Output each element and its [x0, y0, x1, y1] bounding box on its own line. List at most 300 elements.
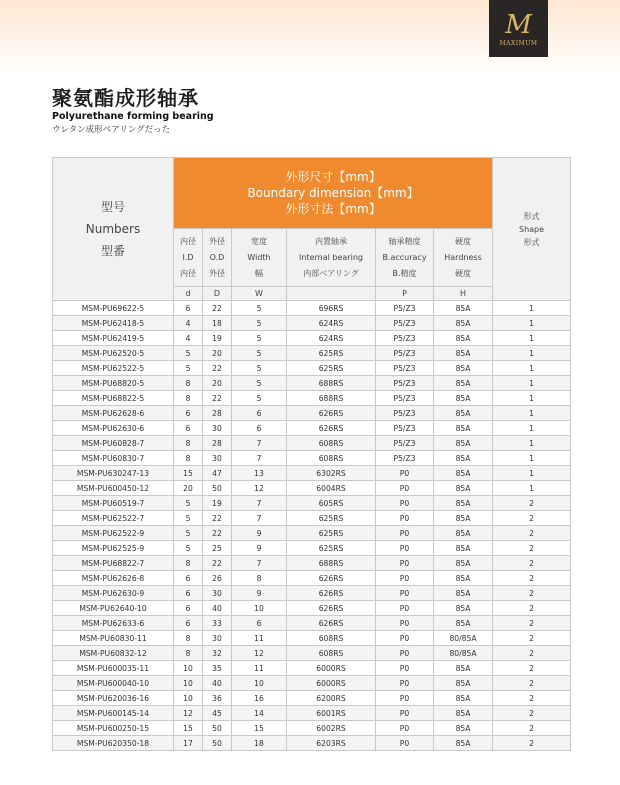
accuracy-cell: P0 [376, 676, 434, 691]
bearing-cell: 6200RS [287, 691, 376, 706]
table-row [53, 391, 571, 406]
hardness-cell: 85A [434, 406, 493, 421]
bearing-accuracy-header [376, 229, 434, 287]
id-cell: 6 [174, 616, 203, 631]
id-cell: 6 [174, 601, 203, 616]
table-row [53, 646, 571, 661]
bearing-cell: 626RS [287, 406, 376, 421]
hardness-header-line: Hardness [444, 252, 482, 262]
hardness-cell: 85A [434, 421, 493, 436]
model-cell: MSM-PU62522-5 [53, 361, 174, 376]
hardness-cell: 85A [434, 526, 493, 541]
od-cell: 47 [203, 466, 232, 481]
width-cell: 13 [232, 466, 287, 481]
od-cell: 22 [203, 526, 232, 541]
hardness-header-line: 硬度 [455, 268, 472, 278]
bearing-cell: 6002RS [287, 721, 376, 736]
outer-diameter-header-line: 外径 [209, 268, 225, 278]
title-block [52, 86, 214, 135]
od-cell: 30 [203, 586, 232, 601]
accuracy-cell: P5/Z3 [376, 421, 434, 436]
id-cell: 5 [174, 541, 203, 556]
model-cell: MSM-PU600450-12 [53, 481, 174, 496]
bearing-cell: 625RS [287, 361, 376, 376]
accuracy-cell: P5/Z3 [376, 451, 434, 466]
shape-cell: 1 [493, 346, 571, 361]
model-cell: MSM-PU62520-5 [53, 346, 174, 361]
shape-cell: 2 [493, 646, 571, 661]
accuracy-cell: P0 [376, 511, 434, 526]
bearing-cell: 605RS [287, 496, 376, 511]
bearing-cell: 626RS [287, 616, 376, 631]
bearing-cell: 624RS [287, 331, 376, 346]
outer-diameter-header-line: O.D [209, 252, 225, 262]
width-cell: 5 [232, 361, 287, 376]
table-row [53, 436, 571, 451]
model-cell: MSM-PU62633-6 [53, 616, 174, 631]
bearing-cell: 625RS [287, 511, 376, 526]
accuracy-cell: P0 [376, 466, 434, 481]
hardness-header [434, 229, 493, 287]
accuracy-cell: P0 [376, 616, 434, 631]
shape-cell: 1 [493, 316, 571, 331]
hardness-cell: 85A [434, 361, 493, 376]
hardness-cell: 85A [434, 706, 493, 721]
table-row [53, 601, 571, 616]
table-row [53, 361, 571, 376]
width-cell: 5 [232, 331, 287, 346]
hardness-cell: 85A [434, 721, 493, 736]
bearing-spec-table [52, 157, 571, 751]
table-row [53, 736, 571, 751]
hardness-cell: 85A [434, 616, 493, 631]
table-row [53, 331, 571, 346]
hardness-cell: 85A [434, 511, 493, 526]
dimension-header-en: Boundary dimension【mm】 [247, 186, 419, 200]
od-cell: 22 [203, 361, 232, 376]
accuracy-cell: P5/Z3 [376, 331, 434, 346]
width-header [232, 229, 287, 287]
shape-header-en: Shape [519, 224, 545, 234]
shape-cell: 1 [493, 331, 571, 346]
dimension-header-jp: 外形寸法【mm】 [285, 202, 381, 216]
od-cell: 18 [203, 316, 232, 331]
id-cell: 4 [174, 316, 203, 331]
shape-cell: 1 [493, 361, 571, 376]
bearing-cell: 626RS [287, 586, 376, 601]
accuracy-cell: P0 [376, 571, 434, 586]
width-cell: 7 [232, 556, 287, 571]
shape-cell: 2 [493, 661, 571, 676]
id-cell: 4 [174, 331, 203, 346]
accuracy-cell: P5/Z3 [376, 316, 434, 331]
width-cell: 5 [232, 346, 287, 361]
od-cell: 50 [203, 721, 232, 736]
accuracy-cell: P5/Z3 [376, 436, 434, 451]
width-header-line: 幅 [255, 268, 263, 278]
model-cell: MSM-PU62525-9 [53, 541, 174, 556]
accuracy-cell: P0 [376, 691, 434, 706]
model-header [53, 158, 174, 301]
shape-cell: 2 [493, 526, 571, 541]
shape-header-cn: 形式 [523, 211, 540, 221]
table-row [53, 526, 571, 541]
od-cell: 25 [203, 541, 232, 556]
od-cell: 35 [203, 661, 232, 676]
od-cell: 40 [203, 601, 232, 616]
accuracy-cell: P5/Z3 [376, 361, 434, 376]
width-cell: 8 [232, 571, 287, 586]
bearing-cell: 688RS [287, 391, 376, 406]
inner-diameter-header [174, 229, 203, 287]
shape-cell: 2 [493, 721, 571, 736]
inner-diameter-header-line: I.D [182, 252, 194, 262]
accuracy-cell: P5/Z3 [376, 391, 434, 406]
shape-cell: 2 [493, 706, 571, 721]
id-cell: 5 [174, 511, 203, 526]
width-cell: 9 [232, 526, 287, 541]
shape-cell: 2 [493, 631, 571, 646]
id-cell: 8 [174, 646, 203, 661]
hardness-cell: 80/85A [434, 646, 493, 661]
hardness-cell: 85A [434, 556, 493, 571]
model-cell: MSM-PU60830-11 [53, 631, 174, 646]
table-row [53, 556, 571, 571]
id-cell: 5 [174, 526, 203, 541]
bearing-cell: 626RS [287, 601, 376, 616]
width-cell: 11 [232, 631, 287, 646]
symbol-cell: D [203, 287, 232, 301]
hardness-cell: 85A [434, 346, 493, 361]
id-cell: 8 [174, 376, 203, 391]
hardness-cell: 85A [434, 451, 493, 466]
od-cell: 32 [203, 646, 232, 661]
model-cell: MSM-PU60832-12 [53, 646, 174, 661]
od-cell: 19 [203, 331, 232, 346]
od-cell: 22 [203, 511, 232, 526]
od-cell: 50 [203, 481, 232, 496]
bearing-accuracy-header-line: B.精度 [392, 268, 417, 278]
table-row [53, 421, 571, 436]
od-cell: 45 [203, 706, 232, 721]
width-cell: 9 [232, 541, 287, 556]
id-cell: 17 [174, 736, 203, 751]
od-cell: 22 [203, 556, 232, 571]
table-row [53, 511, 571, 526]
outer-diameter-header [203, 229, 232, 287]
table-row [53, 496, 571, 511]
symbol-cell: P [376, 287, 434, 301]
dimension-header [174, 158, 493, 229]
logo-text: MAXIMUM [499, 39, 538, 47]
shape-cell: 2 [493, 556, 571, 571]
bearing-cell: 688RS [287, 556, 376, 571]
od-cell: 22 [203, 391, 232, 406]
accuracy-cell: P0 [376, 496, 434, 511]
bearing-cell: 626RS [287, 571, 376, 586]
od-cell: 28 [203, 406, 232, 421]
id-cell: 15 [174, 466, 203, 481]
bearing-cell: 6000RS [287, 661, 376, 676]
shape-cell: 1 [493, 376, 571, 391]
model-cell: MSM-PU60830-7 [53, 451, 174, 466]
shape-cell: 1 [493, 421, 571, 436]
bearing-accuracy-header-line: B.accuracy [382, 252, 427, 262]
symbol-cell: d [174, 287, 203, 301]
hardness-cell: 85A [434, 391, 493, 406]
id-cell: 6 [174, 571, 203, 586]
bearing-cell: 6001RS [287, 706, 376, 721]
hardness-cell: 85A [434, 496, 493, 511]
od-cell: 22 [203, 301, 232, 316]
table-row [53, 571, 571, 586]
hardness-cell: 85A [434, 541, 493, 556]
width-cell: 16 [232, 691, 287, 706]
id-cell: 8 [174, 436, 203, 451]
accuracy-cell: P5/Z3 [376, 376, 434, 391]
od-cell: 20 [203, 346, 232, 361]
model-cell: MSM-PU600250-15 [53, 721, 174, 736]
hardness-cell: 85A [434, 436, 493, 451]
shape-cell: 2 [493, 571, 571, 586]
model-header-jp: 型番 [100, 244, 125, 258]
model-cell: MSM-PU62419-5 [53, 331, 174, 346]
table-row [53, 481, 571, 496]
table-row [53, 466, 571, 481]
shape-cell: 1 [493, 451, 571, 466]
table-row [53, 541, 571, 556]
shape-cell: 1 [493, 391, 571, 406]
od-cell: 26 [203, 571, 232, 586]
id-cell: 10 [174, 691, 203, 706]
internal-bearing-header [287, 229, 376, 287]
bearing-cell: 688RS [287, 376, 376, 391]
model-cell: MSM-PU62418-5 [53, 316, 174, 331]
table-row [53, 586, 571, 601]
model-cell: MSM-PU62522-7 [53, 511, 174, 526]
shape-cell: 2 [493, 496, 571, 511]
accuracy-cell: P0 [376, 541, 434, 556]
id-cell: 5 [174, 361, 203, 376]
accuracy-cell: P0 [376, 631, 434, 646]
width-cell: 6 [232, 421, 287, 436]
width-cell: 5 [232, 316, 287, 331]
hardness-cell: 80/85A [434, 631, 493, 646]
hardness-cell: 85A [434, 331, 493, 346]
od-cell: 28 [203, 436, 232, 451]
inner-diameter-header-line: 内径 [180, 236, 196, 246]
table-row [53, 661, 571, 676]
accuracy-cell: P5/Z3 [376, 346, 434, 361]
logo-glyph: M [505, 9, 532, 40]
accuracy-cell: P0 [376, 661, 434, 676]
width-cell: 7 [232, 436, 287, 451]
hardness-cell: 85A [434, 481, 493, 496]
hardness-cell: 85A [434, 571, 493, 586]
model-cell: MSM-PU60828-7 [53, 436, 174, 451]
id-cell: 15 [174, 721, 203, 736]
symbol-cell [287, 287, 376, 301]
table-row [53, 376, 571, 391]
id-cell: 8 [174, 391, 203, 406]
id-cell: 6 [174, 421, 203, 436]
page-title-en: Polyurethane forming bearing [52, 111, 214, 122]
hardness-header-line: 硬度 [455, 236, 472, 246]
id-cell: 5 [174, 346, 203, 361]
id-cell: 5 [174, 496, 203, 511]
symbol-cell: H [434, 287, 493, 301]
model-cell: MSM-PU68822-5 [53, 391, 174, 406]
od-cell: 19 [203, 496, 232, 511]
id-cell: 6 [174, 301, 203, 316]
model-cell: MSM-PU62630-6 [53, 421, 174, 436]
width-cell: 9 [232, 586, 287, 601]
model-cell: MSM-PU62628-6 [53, 406, 174, 421]
hardness-cell: 85A [434, 691, 493, 706]
model-cell: MSM-PU600040-10 [53, 676, 174, 691]
bearing-cell: 625RS [287, 526, 376, 541]
bearing-cell: 6000RS [287, 676, 376, 691]
model-cell: MSM-PU62522-9 [53, 526, 174, 541]
table-body [53, 301, 571, 751]
model-cell: MSM-PU68820-5 [53, 376, 174, 391]
width-cell: 5 [232, 301, 287, 316]
table-row [53, 676, 571, 691]
model-cell: MSM-PU62630-9 [53, 586, 174, 601]
id-cell: 6 [174, 586, 203, 601]
bearing-cell: 608RS [287, 436, 376, 451]
shape-cell: 1 [493, 301, 571, 316]
model-cell: MSM-PU600145-14 [53, 706, 174, 721]
od-cell: 30 [203, 421, 232, 436]
width-cell: 7 [232, 511, 287, 526]
width-cell: 6 [232, 406, 287, 421]
width-cell: 10 [232, 601, 287, 616]
width-cell: 15 [232, 721, 287, 736]
shape-header-jp: 形式 [523, 237, 540, 247]
id-cell: 6 [174, 406, 203, 421]
width-cell: 12 [232, 646, 287, 661]
accuracy-cell: P0 [376, 646, 434, 661]
model-cell: MSM-PU60519-7 [53, 496, 174, 511]
bearing-cell: 696RS [287, 301, 376, 316]
model-cell: MSM-PU62626-8 [53, 571, 174, 586]
bearing-cell: 608RS [287, 451, 376, 466]
model-cell: MSM-PU600035-11 [53, 661, 174, 676]
hardness-cell: 85A [434, 661, 493, 676]
shape-cell: 1 [493, 436, 571, 451]
od-cell: 36 [203, 691, 232, 706]
bearing-cell: 608RS [287, 646, 376, 661]
shape-cell: 1 [493, 466, 571, 481]
accuracy-cell: P0 [376, 556, 434, 571]
outer-diameter-header-line: 外径 [209, 236, 225, 246]
bearing-cell: 626RS [287, 421, 376, 436]
model-cell: MSM-PU620036-16 [53, 691, 174, 706]
bearing-cell: 624RS [287, 316, 376, 331]
table-row [53, 631, 571, 646]
hardness-cell: 85A [434, 376, 493, 391]
shape-header [493, 158, 571, 301]
bearing-cell: 625RS [287, 346, 376, 361]
table-row [53, 301, 571, 316]
id-cell: 8 [174, 556, 203, 571]
dimension-header-cn: 外形尺寸【mm】 [285, 170, 381, 184]
width-cell: 6 [232, 616, 287, 631]
id-cell: 10 [174, 661, 203, 676]
width-cell: 11 [232, 661, 287, 676]
model-header-en: Numbers [85, 222, 141, 236]
accuracy-cell: P0 [376, 481, 434, 496]
width-cell: 14 [232, 706, 287, 721]
table-row [53, 706, 571, 721]
model-cell: MSM-PU62640-10 [53, 601, 174, 616]
model-header-cn: 型号 [100, 200, 125, 214]
brand-logo [489, 0, 548, 57]
internal-bearing-header-line: 内置轴承 [315, 236, 347, 246]
shape-cell: 2 [493, 586, 571, 601]
hardness-cell: 85A [434, 676, 493, 691]
shape-cell: 2 [493, 616, 571, 631]
table-row [53, 691, 571, 706]
bearing-accuracy-header-line: 轴承精度 [388, 236, 421, 246]
width-header-line: Width [247, 252, 271, 262]
id-cell: 20 [174, 481, 203, 496]
od-cell: 30 [203, 631, 232, 646]
hardness-cell: 85A [434, 601, 493, 616]
id-cell: 8 [174, 631, 203, 646]
od-cell: 50 [203, 736, 232, 751]
shape-cell: 2 [493, 601, 571, 616]
model-cell: MSM-PU68822-7 [53, 556, 174, 571]
model-cell: MSM-PU69622-5 [53, 301, 174, 316]
hardness-cell: 85A [434, 316, 493, 331]
od-cell: 20 [203, 376, 232, 391]
shape-cell: 2 [493, 541, 571, 556]
od-cell: 40 [203, 676, 232, 691]
hardness-cell: 85A [434, 466, 493, 481]
table-row [53, 721, 571, 736]
accuracy-cell: P5/Z3 [376, 406, 434, 421]
width-cell: 5 [232, 391, 287, 406]
shape-cell: 2 [493, 511, 571, 526]
page-title-cn: 聚氨酯成形轴承 [52, 86, 199, 110]
table-row [53, 616, 571, 631]
accuracy-cell: P0 [376, 586, 434, 601]
accuracy-cell: P0 [376, 601, 434, 616]
accuracy-cell: P0 [376, 526, 434, 541]
accuracy-cell: P0 [376, 721, 434, 736]
width-cell: 12 [232, 481, 287, 496]
internal-bearing-header-line: Internal bearing [299, 252, 363, 262]
od-cell: 30 [203, 451, 232, 466]
page-title-jp: ウレタン成形ベアリングだった [52, 125, 171, 135]
width-cell: 5 [232, 376, 287, 391]
width-header-line: 宽度 [251, 236, 267, 246]
table-row [53, 451, 571, 466]
id-cell: 8 [174, 451, 203, 466]
width-cell: 18 [232, 736, 287, 751]
od-cell: 33 [203, 616, 232, 631]
id-cell: 12 [174, 706, 203, 721]
id-cell: 10 [174, 676, 203, 691]
shape-cell: 2 [493, 676, 571, 691]
inner-diameter-header-line: 内径 [180, 268, 196, 278]
accuracy-cell: P5/Z3 [376, 301, 434, 316]
bearing-cell: 608RS [287, 631, 376, 646]
bearing-cell: 6004RS [287, 481, 376, 496]
hardness-cell: 85A [434, 736, 493, 751]
